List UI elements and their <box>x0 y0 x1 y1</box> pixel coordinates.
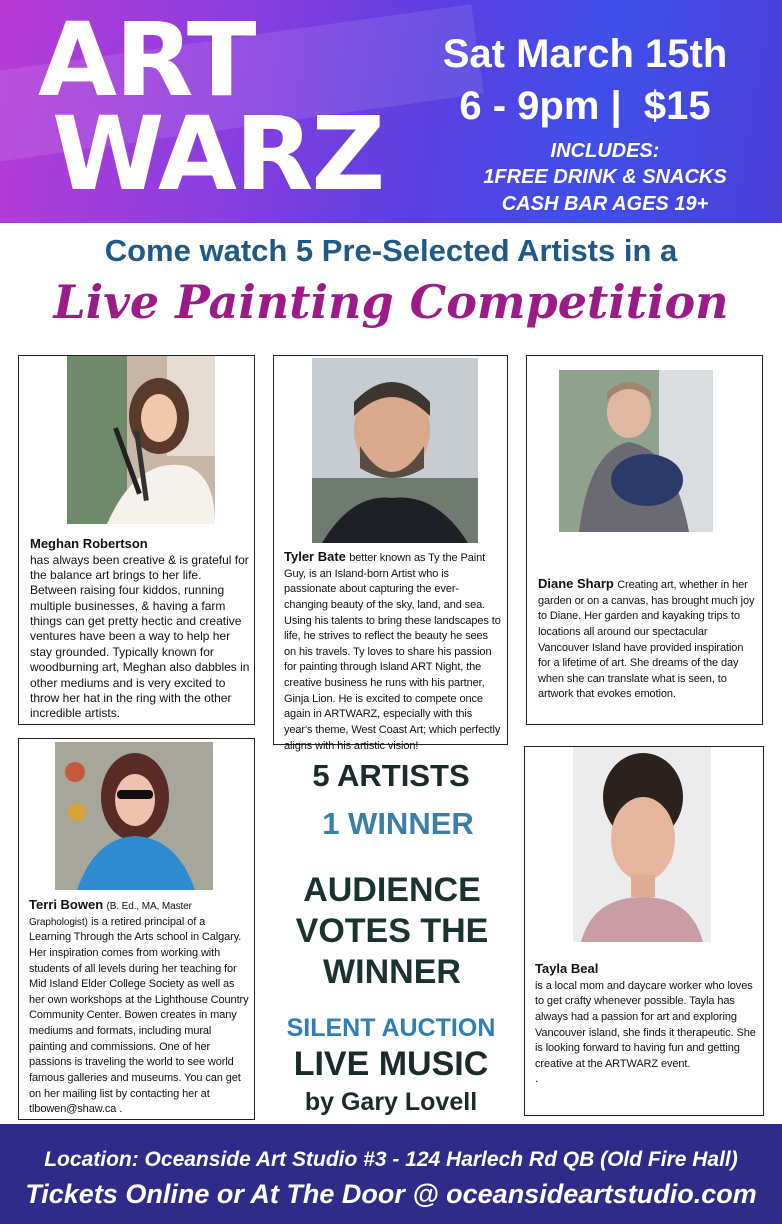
artist-text-terri: is a retired principal of a Learning Through the Arts school in Calgary. Her inspiration comes from working with students of all levels during her teaching for Mid Island Elder College Society as well as her own workshops at the Lighthouse Country Community Center. Bowen creates in many mediums and formats, including mural painting and commissions. One of her passions is traveling the world to see world famous galleries and museums. You can get on her mailing list by contacting her at tlbowen@shaw.ca . <box>29 915 249 1116</box>
artist-name-meghan: Meghan Robertson <box>30 536 148 551</box>
event-location: Location: Oceanside Art Studio #3 - 124 Harlech Rd QB (Old Fire Hall) <box>44 1148 738 1171</box>
event-time-price: 6 - 9pm | $15 <box>459 84 711 128</box>
artist-bio-tayla <box>535 961 763 1087</box>
includes-block <box>440 138 770 217</box>
tagline: Come watch 5 Pre-Selected Artists in a <box>104 233 678 268</box>
includes-title: INCLUDES: <box>550 140 660 162</box>
artist-card-tyler <box>273 355 508 752</box>
silent-auction: SILENT AUCTION <box>286 1014 496 1042</box>
artist-bio-tyler <box>284 549 502 753</box>
artist-text-meghan: has always been creative & is grateful for the balance art brings to her life. Between raising four kiddos, running multiple businesses, & having a farm things can get pretty hectic and creative ventures have been a way to help her stay grounded. Typically known for woodburning art, Meghan also dabbles in other mediums and is very excited to throw her hat in the ring with the other incredible artists. <box>30 552 250 721</box>
audience-votes <box>258 870 526 992</box>
artist-photo-tyler <box>312 358 478 543</box>
artist-photo-diane <box>559 370 713 532</box>
artist-name-tayla: Tayla Beal <box>535 961 599 976</box>
artist-photo-tayla <box>573 747 711 942</box>
artist-text-tyler: better known as Ty the Paint Guy, is an Island-born Artist who is passionate about capturing the ever-changing beauty of the sky, land, and sea. Using his talents to bring these landscapes to life, he strives to reflect the beauty he sees on his travels. Ty loves to share his passion for painting through Island ART Night, the creative business he runs with his partner, Ginja Lion. He is excited to compete once again in ARTWARZ, especially with this year's theme, West Coast Art; which perfectly aligns with his artistic vision! <box>284 552 501 752</box>
artist-name-terri: Terri Bowen <box>29 897 104 912</box>
artist-photo-terri <box>55 742 213 890</box>
audience-votes-line3: WINNER <box>323 952 461 991</box>
includes-cash-bar: CASH BAR AGES 19+ <box>501 192 709 215</box>
audience-votes-line2: VOTES THE <box>295 911 489 950</box>
footer-banner <box>0 1124 782 1224</box>
artist-bio-terri <box>29 897 249 1117</box>
artist-bio-meghan <box>30 536 250 722</box>
artist-card-diane <box>526 355 763 725</box>
audience-votes-line1: AUDIENCE <box>303 871 481 909</box>
musician-credit: by Gary Lovell <box>304 1088 478 1116</box>
includes-drink-snacks: 1FREE DRINK & SNACKS <box>483 166 727 189</box>
artist-name-diane: Diane Sharp <box>538 576 614 591</box>
artwarz-logo <box>38 1 418 214</box>
artist-text-tayla: is a local mom and daycare worker who loves to get crafty whenever possible. Tayla has always had a passion for art and exploring Vancouver island, she finds it therapeutic. She is looking forward to having fun and getting creative at the ARTWARZ event. <box>535 979 756 1070</box>
artist-card-tayla <box>524 746 764 1116</box>
logo-line-warz: WARZ <box>52 94 384 214</box>
winner-count: 1 WINNER <box>322 806 474 841</box>
live-music: LIVE MUSIC <box>293 1045 489 1083</box>
artist-trailing-tayla: . <box>535 1071 539 1086</box>
artist-card-terri <box>18 738 255 1120</box>
competition-title: Live Painting Competition <box>53 275 729 329</box>
event-date: Sat March 15th <box>442 32 728 76</box>
artist-bio-diane <box>538 576 756 702</box>
artist-name-tyler: Tyler Bate <box>284 549 346 564</box>
artist-text-diane: Creating art, whether in her garden or on a canvas, has brought much joy to Diane. Her garden and kayaking trips to locations all around our spectacular Vancouver Island have provided inspiration for a lifetime of art. She dreams of the day when she can translate what is seen, to artwork that evokes emotion. <box>538 579 755 701</box>
logo-line-art: ART <box>38 1 255 120</box>
artist-card-meghan <box>18 355 255 725</box>
artists-count: 5 ARTISTS <box>312 758 470 793</box>
ticket-info: Tickets Online or At The Door @ oceansideartstudio.com <box>25 1179 757 1209</box>
artist-credentials-terri: (B. Ed., MA, Master Graphologist) <box>29 901 192 928</box>
event-date-time <box>420 28 750 132</box>
header-banner <box>0 0 782 223</box>
artist-photo-meghan <box>67 356 215 524</box>
